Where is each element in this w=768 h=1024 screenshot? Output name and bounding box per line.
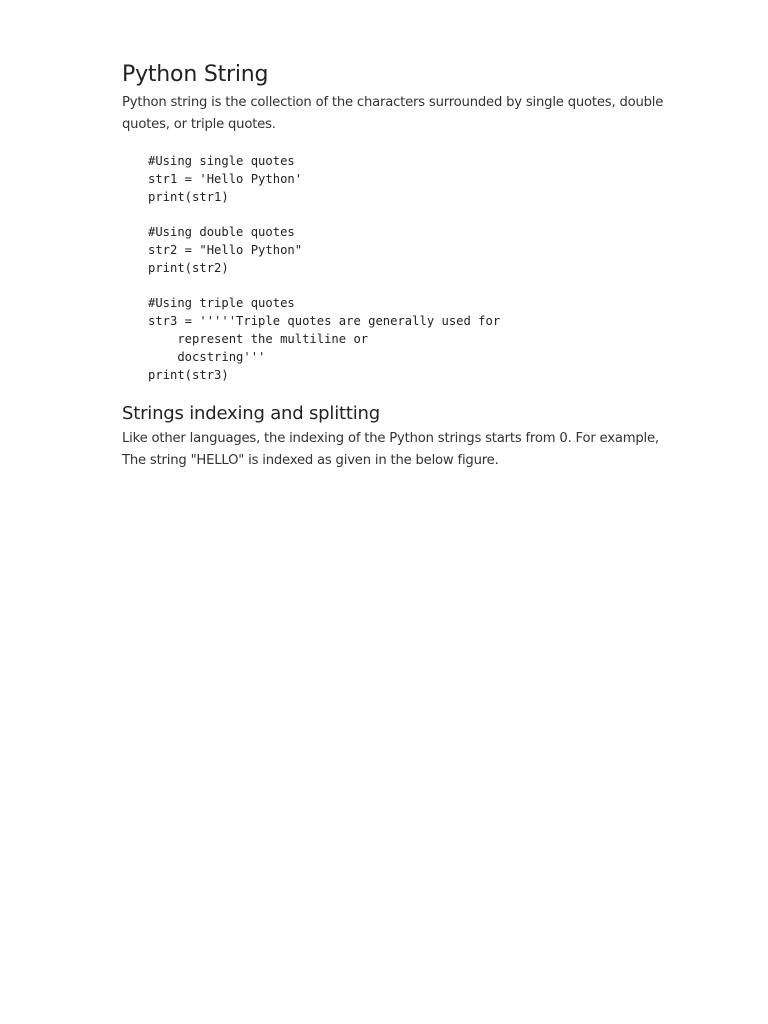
- section-paragraph: Like other languages, the indexing of the Python strings starts from 0. For example, The string "HELLO" is indexed as given in the below figure.: [122, 431, 659, 468]
- code-line: str1 = 'Hello Python': [148, 171, 303, 186]
- code-line: #Using double quotes: [148, 225, 295, 240]
- section-heading: Strings indexing and splitting: [122, 403, 380, 425]
- code-line: docstring''': [148, 349, 266, 364]
- code-line: represent the multiline or: [148, 331, 369, 346]
- code-line: print(str1): [148, 189, 229, 204]
- page-title: Python String: [122, 62, 269, 87]
- code-block: [148, 153, 682, 384]
- code-line: str2 = "Hello Python": [148, 242, 303, 257]
- code-line: #Using triple quotes: [148, 296, 295, 311]
- code-blank-line: [148, 278, 682, 296]
- code-blank-line: [148, 206, 682, 224]
- article-content: [122, 58, 682, 471]
- intro-paragraph: Python string is the collection of the characters surrounded by single quotes, double quotes, or triple quotes.: [122, 95, 664, 132]
- code-line: print(str2): [148, 260, 229, 275]
- code-line: #Using single quotes: [148, 154, 295, 168]
- code-line: str3 = '''''Triple quotes are generally used for: [148, 314, 501, 329]
- code-line: print(str3): [148, 367, 229, 382]
